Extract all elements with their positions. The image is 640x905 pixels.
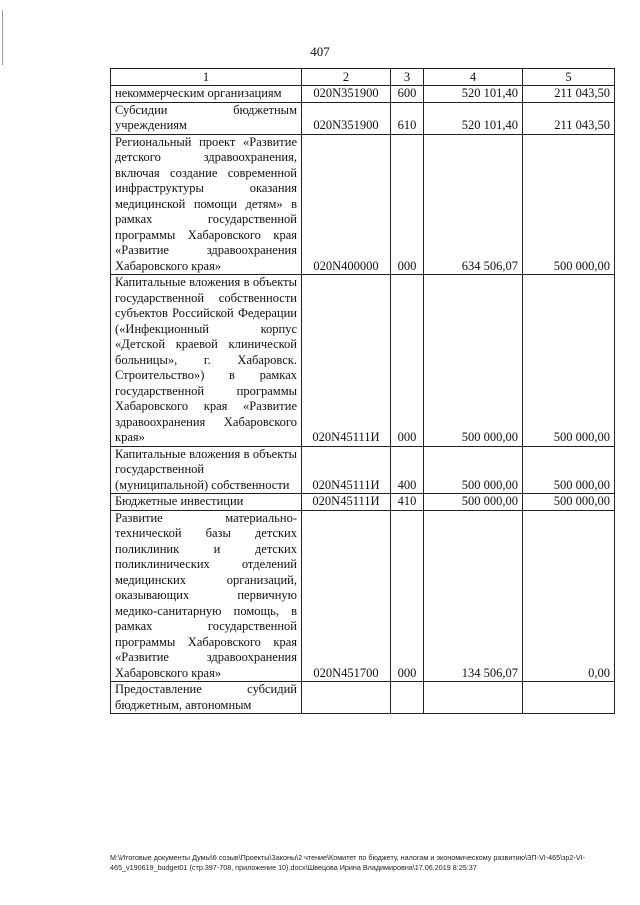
row-vr: 000: [391, 134, 424, 275]
row-vr: 600: [391, 86, 424, 103]
row-vr: 000: [391, 510, 424, 682]
row-vr: [391, 682, 424, 714]
header-col-3: 3: [391, 69, 424, 86]
row-sum-2: 211 043,50: [523, 86, 615, 103]
row-sum-2: [523, 682, 615, 714]
row-code: 020N351900: [302, 102, 391, 134]
row-sum-1: 500 000,00: [424, 446, 523, 494]
header-col-2: 2: [302, 69, 391, 86]
header-col-1: 1: [111, 69, 302, 86]
row-name: Развитие материально-технической базы детских поликлиник и детских поликлинических отделений медицинских организаций, оказывающих первичную медико-санитарную помощь, в рамках государственной программы Хабаровского края «Развитие здравоохранения Хабаровского края»: [111, 510, 302, 682]
row-sum-2: 500 000,00: [523, 446, 615, 494]
header-row: [111, 69, 615, 86]
file-path-footer: M:\Итоговые документы Думы\6 созыв\Проекты\Законы\2 чтение\Комитет по бюджету, налогам и экономическому развитию\ЗП-VI-465\зр2-VI-465_v190619_budget01 (стр.397-708, приложение 10).docx\Швецова Ирина Владимировна\17.06.2019 8:25:37: [110, 853, 585, 872]
row-sum-2: 0,00: [523, 510, 615, 682]
row-sum-2: 500 000,00: [523, 134, 615, 275]
table-row: [111, 275, 615, 447]
table-row: [111, 446, 615, 494]
row-code: 020N451700: [302, 510, 391, 682]
row-code: 020N351900: [302, 86, 391, 103]
budget-table: [110, 68, 615, 714]
row-sum-1: 520 101,40: [424, 102, 523, 134]
table-row: [111, 86, 615, 103]
row-name: Капитальные вложения в объекты государственной (муниципальной) собственности: [111, 446, 302, 494]
row-code: 020N400000: [302, 134, 391, 275]
row-vr: 400: [391, 446, 424, 494]
table-row: [111, 682, 615, 714]
row-sum-1: 134 506,07: [424, 510, 523, 682]
row-vr: 000: [391, 275, 424, 447]
row-sum-1: 634 506,07: [424, 134, 523, 275]
header-col-4: 4: [424, 69, 523, 86]
row-name: Капитальные вложения в объекты государственной собственности субъектов Российской Федерации («Инфекционный корпус «Детской краевой клинической больницы», г. Хабаровск. Строительство») в рамках государственной программы Хабаровского края «Развитие здравоохранения Хабаровского края»: [111, 275, 302, 447]
row-name: Бюджетные инвестиции: [111, 494, 302, 511]
row-sum-2: 500 000,00: [523, 275, 615, 447]
row-vr: 610: [391, 102, 424, 134]
page-number: 407: [310, 44, 330, 59]
table-row: [111, 494, 615, 511]
header-col-5: 5: [523, 69, 615, 86]
row-name: Субсидии бюджетным учреждениям: [111, 102, 302, 134]
table-row: [111, 134, 615, 275]
table-row: [111, 510, 615, 682]
row-sum-1: [424, 682, 523, 714]
row-sum-1: 500 000,00: [424, 275, 523, 447]
row-vr: 410: [391, 494, 424, 511]
row-code: 020N45111И: [302, 494, 391, 511]
row-code: [302, 682, 391, 714]
row-sum-1: 520 101,40: [424, 86, 523, 103]
row-name: Предоставление субсидий бюджетным, автономным: [111, 682, 302, 714]
row-name: Региональный проект «Развитие детского здравоохранения, включая создание современной инфраструктуры оказания медицинской помощи детям» в рамках государственной программы Хабаровского края «Развитие здравоохранения Хабаровского края»: [111, 134, 302, 275]
table-row: [111, 102, 615, 134]
row-code: 020N45111И: [302, 446, 391, 494]
row-code: 020N45111И: [302, 275, 391, 447]
row-sum-1: 500 000,00: [424, 494, 523, 511]
row-sum-2: 500 000,00: [523, 494, 615, 511]
row-sum-2: 211 043,50: [523, 102, 615, 134]
row-name: некоммерческим организациям: [111, 86, 302, 103]
